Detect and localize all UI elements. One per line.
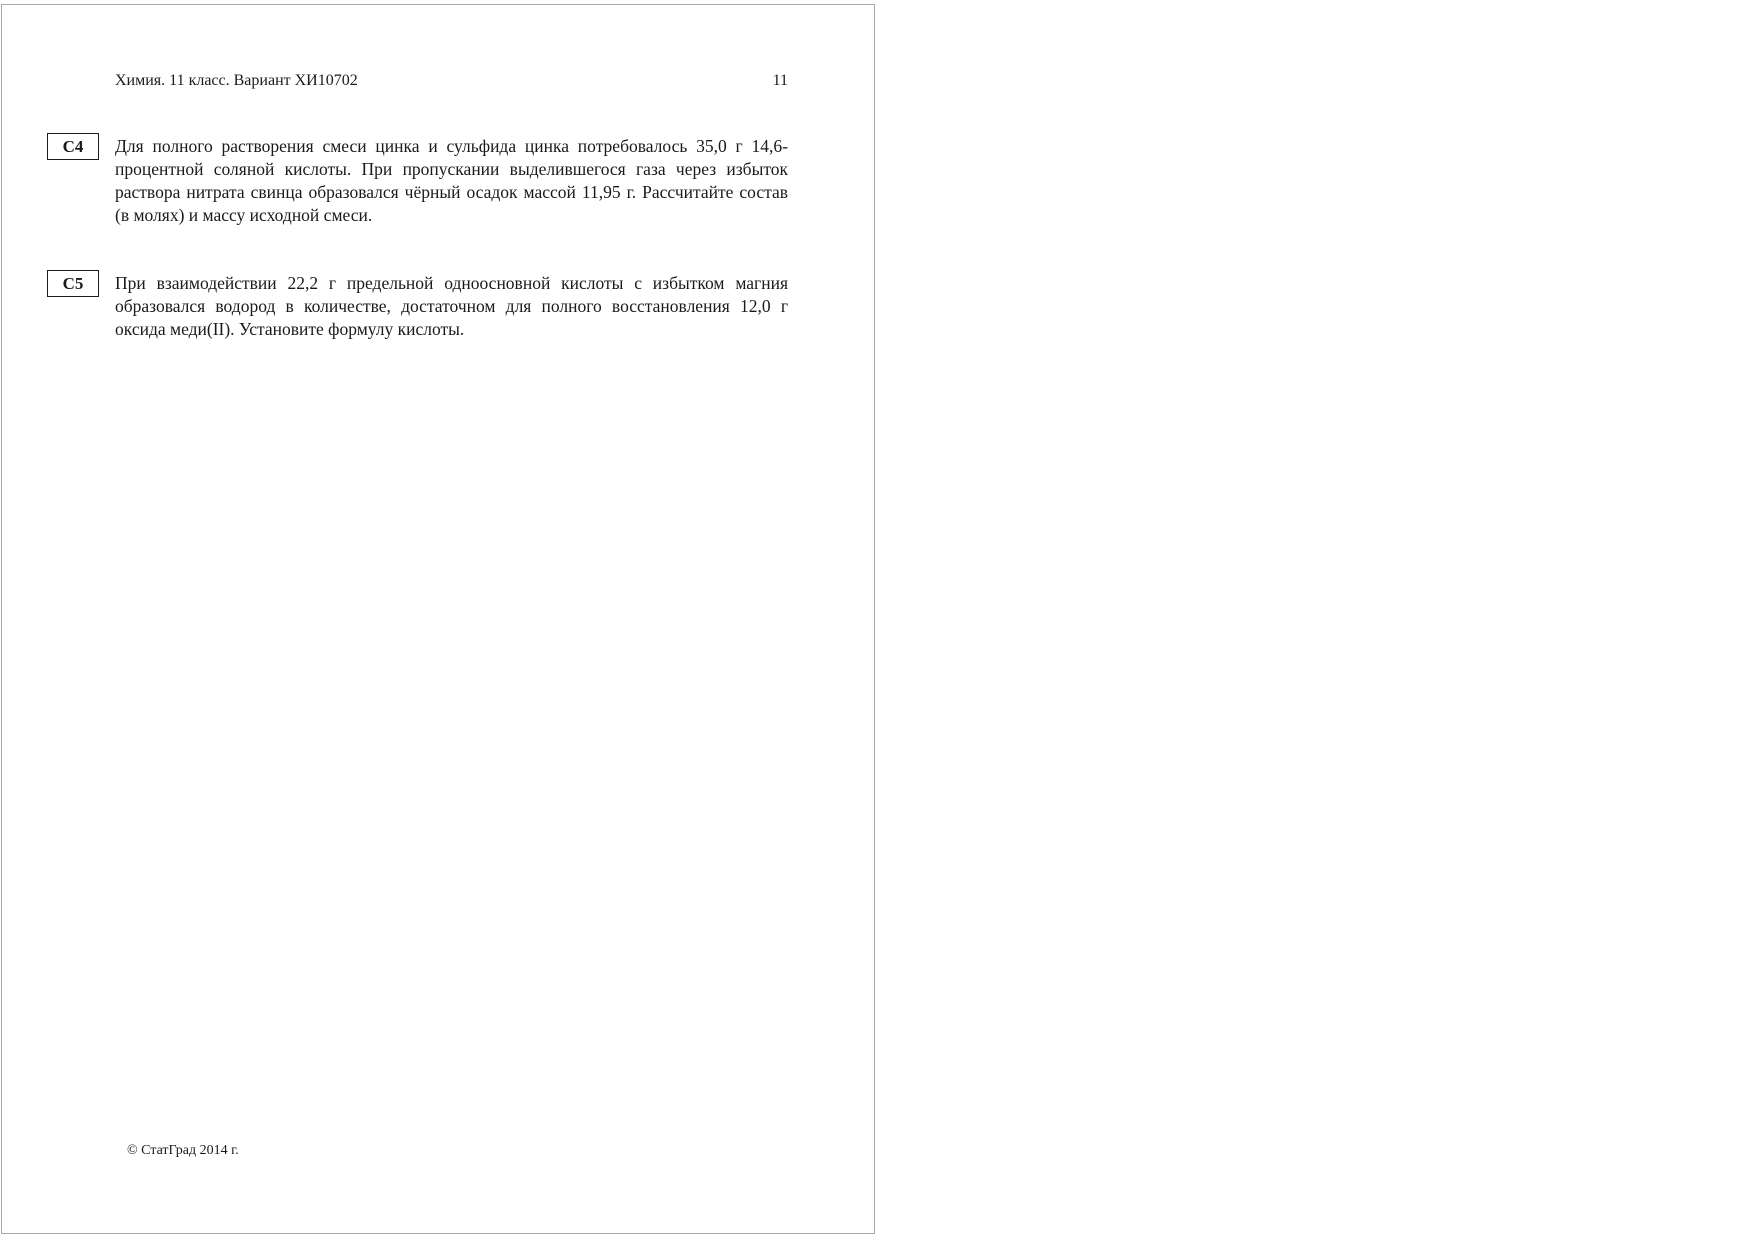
header-title: Химия. 11 класс. Вариант ХИ10702 (115, 72, 358, 89)
task-label: C5 (47, 270, 99, 297)
document-page (1, 4, 875, 1234)
page-number: 11 (772, 72, 788, 89)
page-header (115, 71, 788, 91)
page-footer: © СтатГрад 2014 г. (127, 1143, 239, 1158)
task-text: Для полного растворения смеси цинка и сульфида цинка потребовалось 35,0 г 14,6-процентной соляной кислоты. При пропускании выделившегося газа через избыток раствора нитрата свинца образовался чёрный осадок массой 11,95 г. Рассчитайте состав (в молях) и массу исходной смеси. (115, 136, 788, 225)
task-c4 (47, 133, 788, 233)
task-c5 (47, 270, 788, 350)
task-text: При взаимодействии 22,2 г предельной одноосновной кислоты с избытком магния образовался водород в количестве, достаточном для полного восстановления 12,0 г оксида меди(II). Установите формулу кислоты. (115, 273, 788, 339)
task-label: C4 (47, 133, 99, 160)
